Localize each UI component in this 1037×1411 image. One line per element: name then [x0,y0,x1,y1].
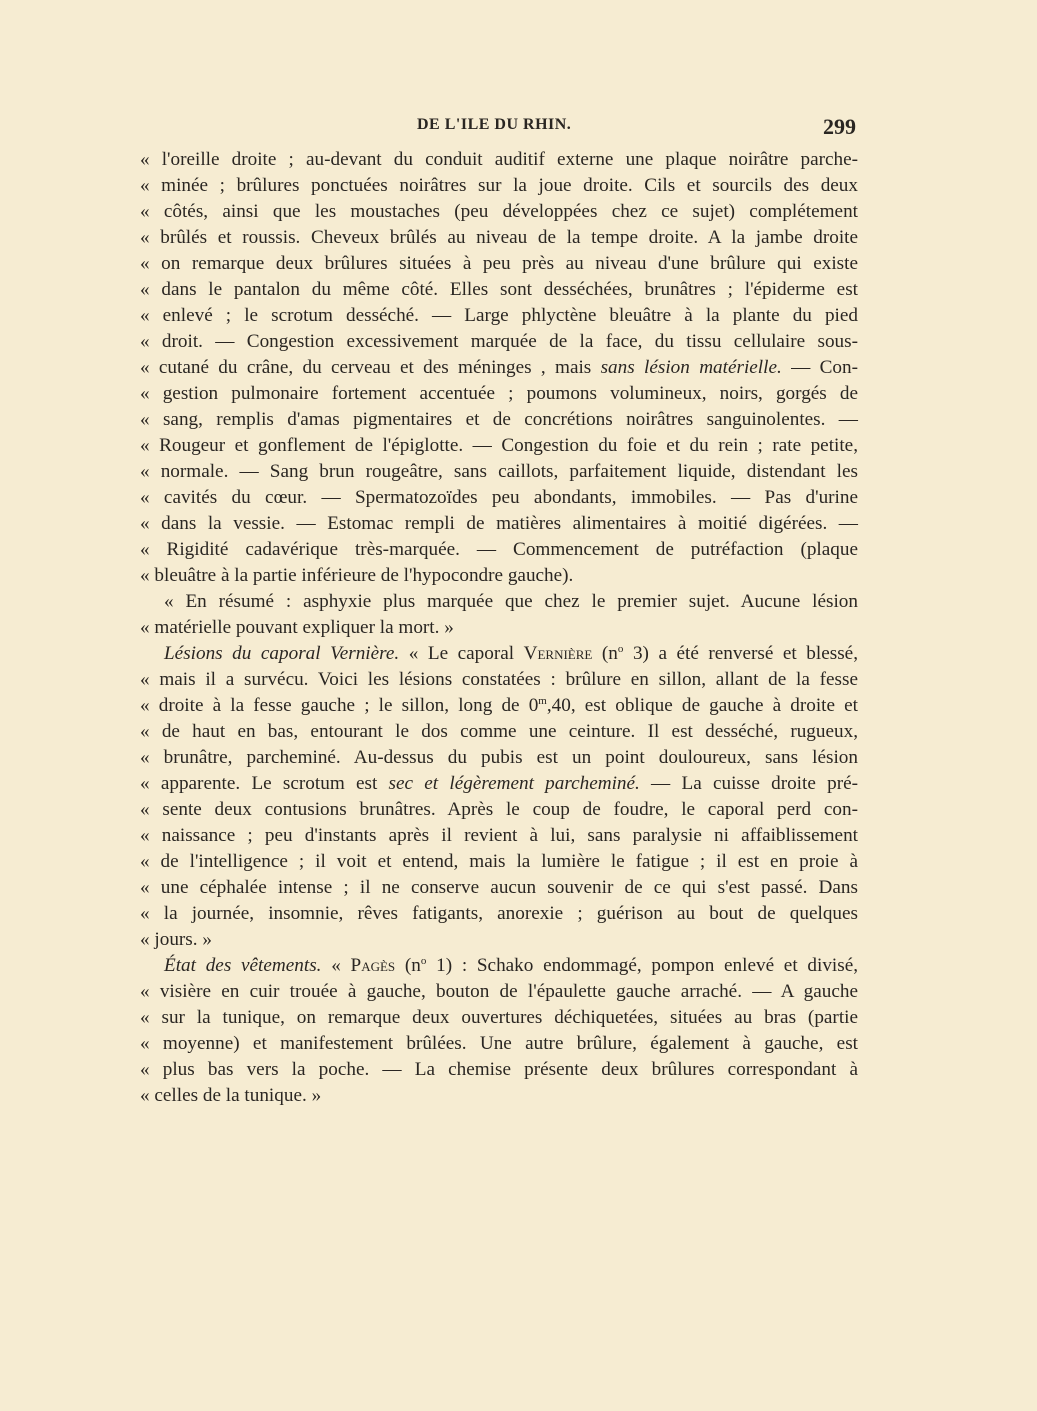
text-line: « sur la tunique, on remarque deux ouvertures déchiquetées, situées au bras (partie [140,1007,858,1028]
small-caps-name: Pagès [350,955,396,976]
text-line: « sente deux contusions brunâtres. Après le coup de foudre, le caporal perd con- [140,799,858,820]
small-caps-name: Vernière [523,643,593,664]
text-line: « dans la vessie. — Estomac rempli de matières alimentaires à moitié digérées. — [140,513,858,534]
text-line: « Rigidité cadavérique très-marquée. — Commencement de putréfaction (plaque [140,539,858,560]
text-line [140,355,858,381]
text-run: — Con- [781,357,859,378]
text-line: « sang, remplis d'amas pigmentaires et de concrétions noirâtres sanguinolentes. — [140,409,858,430]
text-line: « naissance ; peu d'instants après il revient à lui, sans paralysie ni affaiblissement [140,825,858,846]
text-line: « jours. » [140,929,212,950]
text-line: « la journée, insomnie, rêves fatigants, anorexie ; guérison au bout de quelques [140,903,858,924]
text-run: 3) a été renversé et blessé, [623,643,858,664]
superscript: o [617,643,624,655]
text-line: « brûlés et roussis. Cheveux brûlés au niveau de la tempe droite. A la jambe droite [140,227,858,248]
text-run: « Le caporal [399,643,524,664]
text-line: « cavités du cœur. — Spermatozoïdes peu abondants, immobiles. — Pas d'urine [140,487,858,508]
body-text [140,147,858,1109]
text-run: « droite à la fesse gauche ; le sillon, long de 0 [140,695,539,716]
text-line: « enlevé ; le scrotum desséché. — Large phlyctène bleuâtre à la plante du pied [140,305,858,326]
text-line: « on remarque deux brûlures situées à peu près au niveau d'une brûlure qui existe [140,253,858,274]
text-line: « minée ; brûlures ponctuées noirâtres sur la joue droite. Cils et sourcils des deux [140,175,858,196]
text-line: « droit. — Congestion excessivement marquée de la face, du tissu cellulaire sous- [140,331,858,352]
text-line: « de l'intelligence ; il voit et entend, mais la lumière le fatigue ; il est en proie à [140,851,858,872]
text-run: — La cuisse droite pré- [639,773,858,794]
text-run: « [321,955,351,976]
text-line: « bleuâtre à la partie inférieure de l'hypocondre gauche). [140,565,574,586]
text-run: (n [395,955,421,976]
text-line [140,953,858,979]
page-number: 299 [823,114,856,139]
text-line [140,771,858,797]
text-line [140,641,858,667]
text-line: « côtés, ainsi que les moustaches (peu développées chez ce sujet) complétement [140,201,858,222]
text-line: « gestion pulmonaire fortement accentuée ; poumons volumineux, noirs, gorgés de [140,383,858,404]
italic-phrase: sec et légèrement parcheminé. [388,773,640,794]
text-run: « cutané du crâne, du cerveau et des méninges , mais [140,357,601,378]
text-line: « brunâtre, parcheminé. Au-dessus du pubis est un point douloureux, sans lésion [140,747,858,768]
text-line: « Rougeur et gonflement de l'épiglotte. — Congestion du foie et du rein ; rate petite, [140,435,858,456]
text-line: « normale. — Sang brun rougeâtre, sans caillots, parfaitement liquide, distendant les [140,461,858,482]
text-run: (n [592,643,618,664]
section-heading-italic: État des vêtements. [164,955,322,976]
text-line: « de haut en bas, entourant le dos comme une ceinture. Il est desséché, rugueux, [140,721,858,742]
text-line: « dans le pantalon du même côté. Elles sont desséchées, brunâtres ; l'épiderme est [140,279,858,300]
text-line [140,693,858,719]
text-run: « apparente. Le scrotum est [140,773,389,794]
superscript: o [420,955,427,967]
text-run: 1) : Schako endommagé, pompon enlevé et divisé, [426,955,859,976]
superscript: m [538,695,547,707]
page-header [140,114,856,140]
text-line: « l'oreille droite ; au-devant du conduit auditif externe une plaque noirâtre parche- [140,149,858,170]
text-line: « celles de la tunique. » [140,1085,322,1106]
text-line: « matérielle pouvant expliquer la mort. » [140,617,454,638]
italic-phrase: sans lésion matérielle. [600,357,782,378]
text-line: « visière en cuir trouée à gauche, bouton de l'épaulette gauche arraché. — A gauche [140,981,858,1002]
text-line: « En résumé : asphyxie plus marquée que chez le premier sujet. Aucune lésion [164,591,858,612]
section-heading-italic: Lésions du caporal Vernière. [164,643,400,664]
text-line: « une céphalée intense ; il ne conserve aucun souvenir de ce qui s'est passé. Dans [140,877,858,898]
running-head: DE L'ILE DU RHIN. [417,116,572,133]
text-line: « plus bas vers la poche. — La chemise présente deux brûlures correspondant à [140,1059,858,1080]
text-run: ,40, est oblique de gauche à droite et [546,695,858,716]
text-line: « moyenne) et manifestement brûlées. Une autre brûlure, également à gauche, est [140,1033,858,1054]
text-line: « mais il a survécu. Voici les lésions constatées : brûlure en sillon, allant de la fesse [140,669,858,690]
